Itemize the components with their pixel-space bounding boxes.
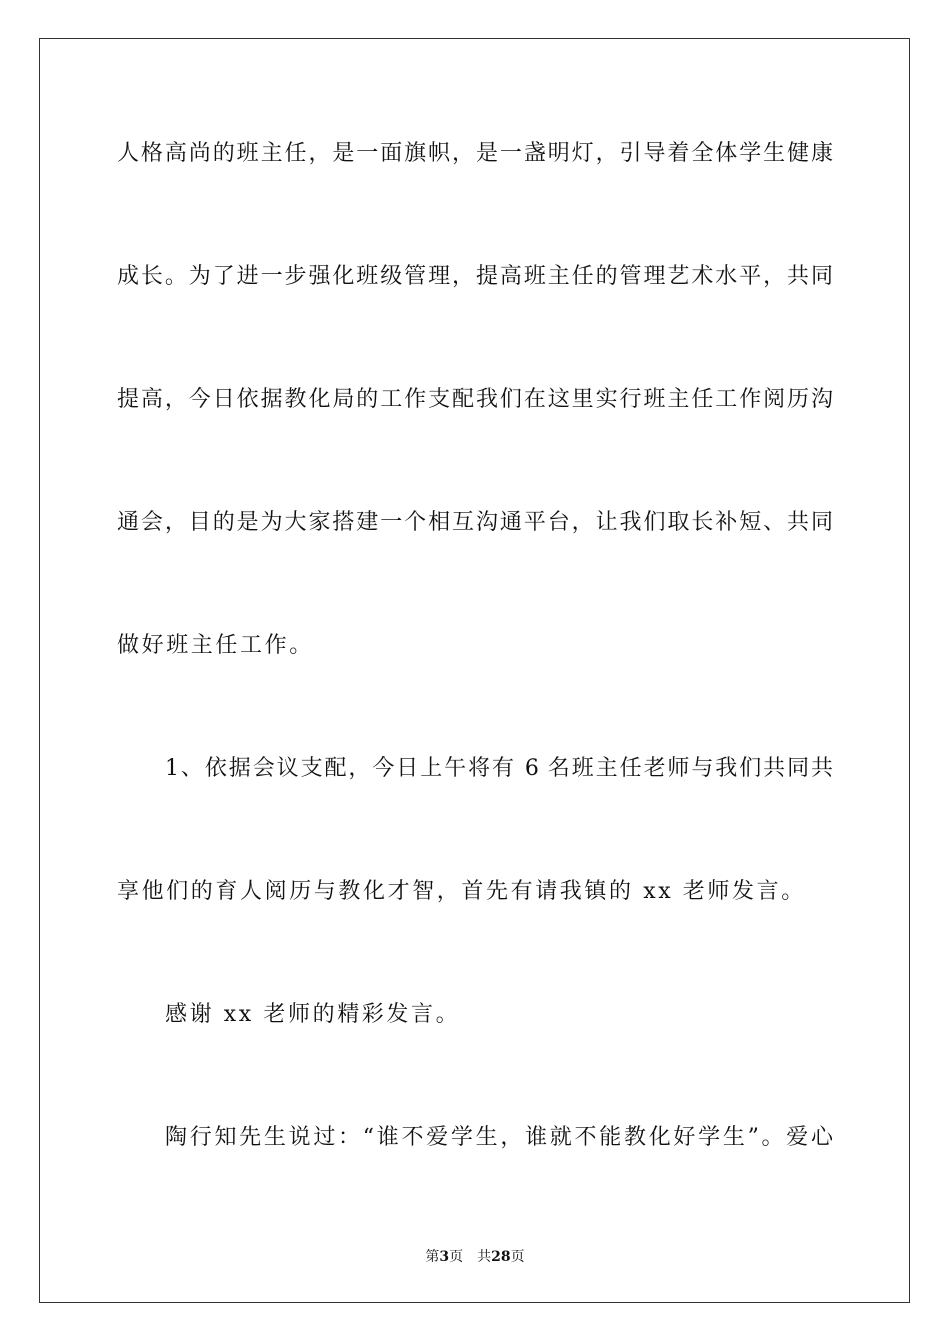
body-line-5: 做好班主任工作。: [117, 633, 314, 658]
body-line-9: 陶行知先生说过：“谁不爱学生，谁就不能教化好学生”。爱心: [165, 1125, 833, 1150]
body-line-8: 感谢 xx 老师的精彩发言。: [165, 1002, 461, 1027]
page-border: [39, 38, 910, 1303]
footer-total-prefix: 共: [477, 1249, 492, 1265]
footer-page-prefix: 第: [425, 1249, 440, 1265]
body-line-7: 享他们的育人阅历与教化才智，首先有请我镇的 xx 老师发言。: [117, 879, 806, 904]
body-line-6: 1、依据会议支配，今日上午将有 6 名班主任老师与我们共同共: [165, 756, 833, 781]
body-line-3: 提高，今日依据教化局的工作支配我们在这里实行班主任工作阅历沟: [117, 387, 833, 412]
footer-total-pages: 28: [491, 1249, 511, 1265]
footer-page-suffix: 页: [449, 1249, 464, 1265]
footer-total-suffix: 页: [510, 1249, 525, 1265]
body-line-1: 人格高尚的班主任，是一面旗帜，是一盏明灯，引导着全体学生健康: [117, 141, 833, 166]
page-footer: [0, 1247, 950, 1267]
footer-page-number: 3: [439, 1249, 450, 1265]
body-line-2: 成长。为了进一步强化班级管理，提高班主任的管理艺术水平，共同: [117, 264, 833, 289]
body-line-4: 通会，目的是为大家搭建一个相互沟通平台，让我们取长补短、共同: [117, 510, 833, 535]
